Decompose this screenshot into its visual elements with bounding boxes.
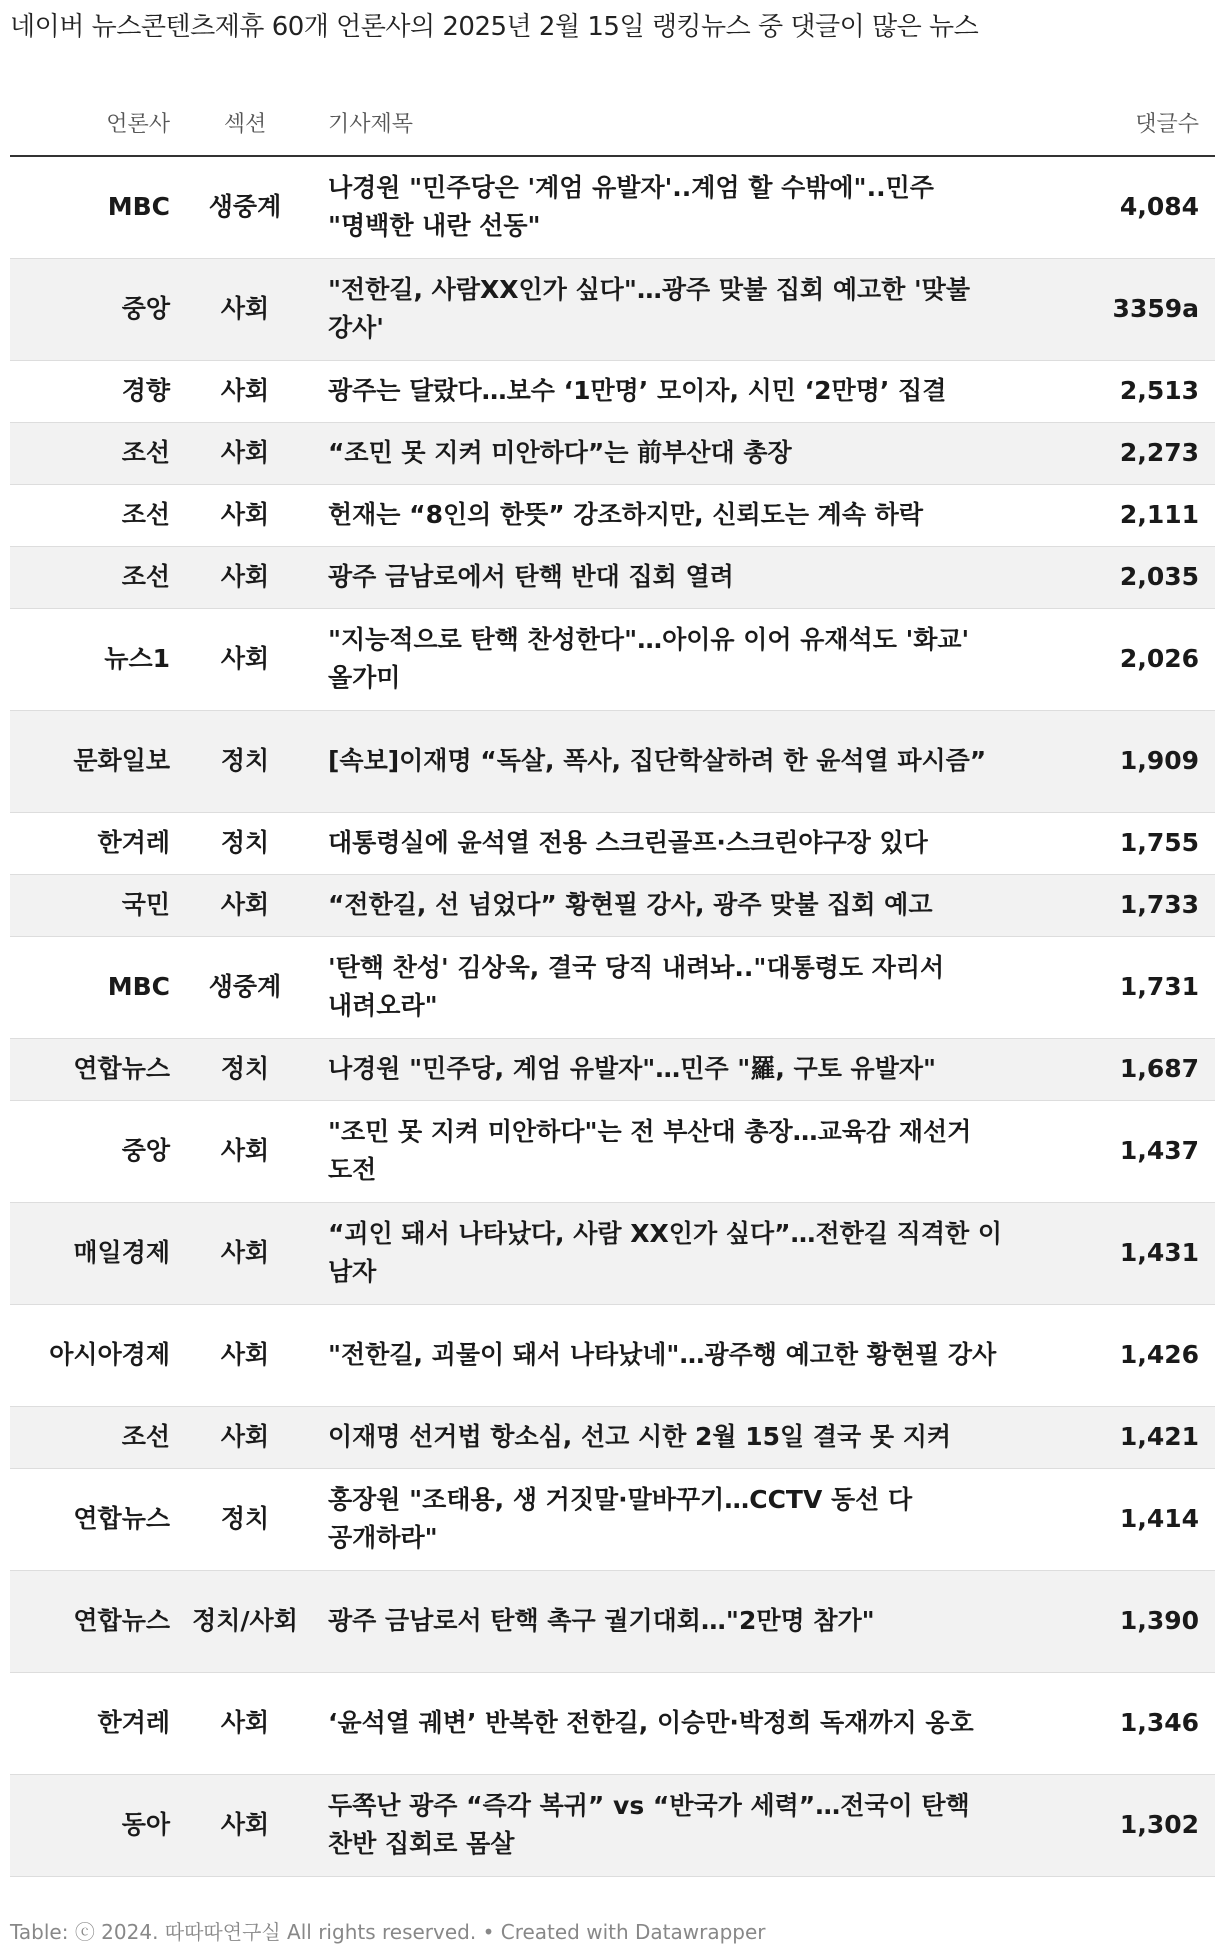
section-cell: 사회 bbox=[180, 546, 310, 608]
headline-cell: '탄핵 찬성' 김상욱, 결국 당직 내려놔.."대통령도 자리서 내려오라" bbox=[310, 936, 1025, 1038]
table-row bbox=[10, 422, 1215, 484]
headline-cell: 광주 금남로서 탄핵 촉구 궐기대회…"2만명 참가" bbox=[310, 1570, 1025, 1672]
table-row bbox=[10, 1202, 1215, 1304]
headline-cell: 광주는 달랐다…보수 ‘1만명’ 모이자, 시민 ‘2만명’ 집결 bbox=[310, 360, 1025, 422]
table-row bbox=[10, 608, 1215, 710]
publisher-cell: 연합뉴스 bbox=[10, 1038, 180, 1100]
headline-cell: “조민 못 지켜 미안하다”는 前부산대 총장 bbox=[310, 422, 1025, 484]
headline-cell: 이재명 선거법 항소심, 선고 시한 2월 15일 결국 못 지켜 bbox=[310, 1406, 1025, 1468]
section-cell: 정치/사회 bbox=[180, 1570, 310, 1672]
comment-count-cell: 2,513 bbox=[1025, 360, 1215, 422]
section-cell: 사회 bbox=[180, 1100, 310, 1202]
table-row bbox=[10, 936, 1215, 1038]
table-row bbox=[10, 1304, 1215, 1406]
section-cell: 사회 bbox=[180, 1202, 310, 1304]
table-body bbox=[10, 156, 1215, 1876]
headline-cell: "전한길, 사람XX인가 싶다"…광주 맞불 집회 예고한 '맞불 강사' bbox=[310, 258, 1025, 360]
table-row bbox=[10, 874, 1215, 936]
table-row bbox=[10, 1100, 1215, 1202]
publisher-cell: 한겨레 bbox=[10, 1672, 180, 1774]
table-row bbox=[10, 812, 1215, 874]
comment-count-cell: 1,421 bbox=[1025, 1406, 1215, 1468]
section-cell: 사회 bbox=[180, 1672, 310, 1774]
section-cell: 사회 bbox=[180, 1774, 310, 1876]
table-row bbox=[10, 1672, 1215, 1774]
comment-count-cell: 1,390 bbox=[1025, 1570, 1215, 1672]
headline-cell: 나경원 "민주당은 '계엄 유발자'..계엄 할 수밖에"..민주 "명백한 내란 선동" bbox=[310, 156, 1025, 258]
section-cell: 정치 bbox=[180, 812, 310, 874]
table-row bbox=[10, 1468, 1215, 1570]
column-header-section[interactable]: 섹션 bbox=[180, 90, 310, 156]
headline-cell: 나경원 "민주당, 계엄 유발자"…민주 "羅, 구토 유발자" bbox=[310, 1038, 1025, 1100]
publisher-cell: 조선 bbox=[10, 546, 180, 608]
table-row bbox=[10, 1570, 1215, 1672]
publisher-cell: 중앙 bbox=[10, 258, 180, 360]
section-cell: 사회 bbox=[180, 1406, 310, 1468]
publisher-cell: 연합뉴스 bbox=[10, 1468, 180, 1570]
publisher-cell: 아시아경제 bbox=[10, 1304, 180, 1406]
headline-cell: ‘윤석열 궤변’ 반복한 전한길, 이승만·박정희 독재까지 옹호 bbox=[310, 1672, 1025, 1774]
table-footer: Table: ⓒ 2024. 따따따연구실 All rights reserved. • Created with Datawrapper bbox=[10, 1920, 766, 1944]
comment-count-cell: 1,346 bbox=[1025, 1672, 1215, 1774]
comment-count-cell: 1,426 bbox=[1025, 1304, 1215, 1406]
headline-cell: "지능적으로 탄핵 찬성한다"…아이유 이어 유재석도 '화교' 올가미 bbox=[310, 608, 1025, 710]
headline-cell: "전한길, 괴물이 돼서 나타났네"…광주행 예고한 황현필 강사 bbox=[310, 1304, 1025, 1406]
publisher-cell: MBC bbox=[10, 936, 180, 1038]
comment-count-cell: 1,437 bbox=[1025, 1100, 1215, 1202]
comment-count-cell: 2,273 bbox=[1025, 422, 1215, 484]
section-cell: 사회 bbox=[180, 484, 310, 546]
publisher-cell: 한겨레 bbox=[10, 812, 180, 874]
ranking-table bbox=[10, 90, 1215, 1877]
column-header-headline[interactable]: 기사제목 bbox=[310, 90, 1025, 156]
table-row bbox=[10, 1774, 1215, 1876]
table-title: 네이버 뉴스콘텐츠제휴 60개 언론사의 2025년 2월 15일 랭킹뉴스 중 댓글이 많은 뉴스 bbox=[10, 12, 979, 42]
publisher-cell: 매일경제 bbox=[10, 1202, 180, 1304]
comment-count-cell: 1,755 bbox=[1025, 812, 1215, 874]
publisher-cell: 뉴스1 bbox=[10, 608, 180, 710]
section-cell: 사회 bbox=[180, 608, 310, 710]
headline-cell: 홍장원 "조태용, 생 거짓말·말바꾸기…CCTV 동선 다 공개하라" bbox=[310, 1468, 1025, 1570]
comment-count-cell: 2,111 bbox=[1025, 484, 1215, 546]
section-cell: 정치 bbox=[180, 1038, 310, 1100]
table-row bbox=[10, 1038, 1215, 1100]
comment-count-cell: 4,084 bbox=[1025, 156, 1215, 258]
table-row bbox=[10, 360, 1215, 422]
table-row bbox=[10, 710, 1215, 812]
comment-count-cell: 3359a bbox=[1025, 258, 1215, 360]
section-cell: 정치 bbox=[180, 710, 310, 812]
section-cell: 사회 bbox=[180, 258, 310, 360]
comment-count-cell: 1,414 bbox=[1025, 1468, 1215, 1570]
section-cell: 사회 bbox=[180, 1304, 310, 1406]
table-row bbox=[10, 1406, 1215, 1468]
comment-count-cell: 2,035 bbox=[1025, 546, 1215, 608]
publisher-cell: 경향 bbox=[10, 360, 180, 422]
headline-cell: “전한길, 선 넘었다” 황현필 강사, 광주 맞불 집회 예고 bbox=[310, 874, 1025, 936]
table-row bbox=[10, 156, 1215, 258]
section-cell: 생중계 bbox=[180, 936, 310, 1038]
comment-count-cell: 1,733 bbox=[1025, 874, 1215, 936]
comment-count-cell: 1,302 bbox=[1025, 1774, 1215, 1876]
publisher-cell: 동아 bbox=[10, 1774, 180, 1876]
table-row bbox=[10, 484, 1215, 546]
table-row bbox=[10, 546, 1215, 608]
headline-cell: 두쪽난 광주 “즉각 복귀” vs “반국가 세력”…전국이 탄핵 찬반 집회로 몸살 bbox=[310, 1774, 1025, 1876]
publisher-cell: 조선 bbox=[10, 422, 180, 484]
publisher-cell: 연합뉴스 bbox=[10, 1570, 180, 1672]
headline-cell: "조민 못 지켜 미안하다"는 전 부산대 총장…교육감 재선거 도전 bbox=[310, 1100, 1025, 1202]
header-row bbox=[10, 90, 1215, 156]
comment-count-cell: 1,431 bbox=[1025, 1202, 1215, 1304]
comment-count-cell: 1,909 bbox=[1025, 710, 1215, 812]
comment-count-cell: 1,731 bbox=[1025, 936, 1215, 1038]
headline-cell: [속보]이재명 “독살, 폭사, 집단학살하려 한 윤석열 파시즘” bbox=[310, 710, 1025, 812]
publisher-cell: 국민 bbox=[10, 874, 180, 936]
section-cell: 사회 bbox=[180, 874, 310, 936]
publisher-cell: 조선 bbox=[10, 1406, 180, 1468]
column-header-comments[interactable]: 댓글수 bbox=[1025, 90, 1215, 156]
publisher-cell: 중앙 bbox=[10, 1100, 180, 1202]
comment-count-cell: 1,687 bbox=[1025, 1038, 1215, 1100]
column-header-publisher[interactable]: 언론사 bbox=[10, 90, 180, 156]
section-cell: 사회 bbox=[180, 360, 310, 422]
publisher-cell: MBC bbox=[10, 156, 180, 258]
section-cell: 정치 bbox=[180, 1468, 310, 1570]
headline-cell: 헌재는 “8인의 한뜻” 강조하지만, 신뢰도는 계속 하락 bbox=[310, 484, 1025, 546]
section-cell: 사회 bbox=[180, 422, 310, 484]
headline-cell: 대통령실에 윤석열 전용 스크린골프·스크린야구장 있다 bbox=[310, 812, 1025, 874]
section-cell: 생중계 bbox=[180, 156, 310, 258]
publisher-cell: 조선 bbox=[10, 484, 180, 546]
table-row bbox=[10, 258, 1215, 360]
comment-count-cell: 2,026 bbox=[1025, 608, 1215, 710]
headline-cell: 광주 금남로에서 탄핵 반대 집회 열려 bbox=[310, 546, 1025, 608]
publisher-cell: 문화일보 bbox=[10, 710, 180, 812]
headline-cell: “괴인 돼서 나타났다, 사람 XX인가 싶다”…전한길 직격한 이 남자 bbox=[310, 1202, 1025, 1304]
